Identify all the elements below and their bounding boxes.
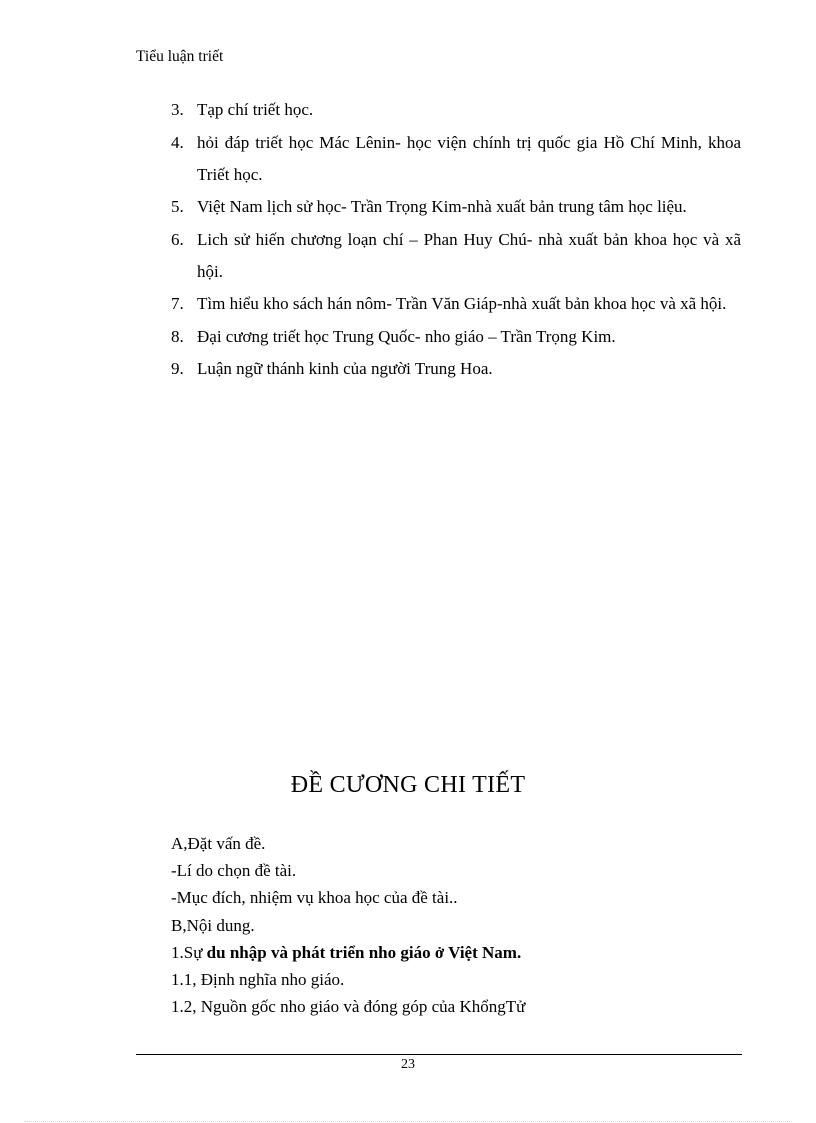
outline-line: 1.1, Định nghĩa nho giáo. (171, 970, 345, 990)
reference-number: 4. (171, 132, 184, 152)
outline-line: -Mục đích, nhiệm vụ khoa học của đề tài.. (171, 888, 458, 908)
reference-text: Tạp chí triết học. (197, 100, 314, 119)
reference-number: 9. (171, 359, 184, 378)
reference-item (171, 94, 741, 126)
outline-line (171, 939, 741, 966)
reference-number: 7. (171, 294, 184, 313)
reference-text: Lich sử hiến chương loạn chí – Phan Huy Chú- nhà xuất bản khoa học và xã hội. (197, 229, 741, 281)
reference-item (171, 288, 741, 320)
running-header: Tiểu luận triết (136, 48, 224, 65)
outline-line-prefix: 1.Sự (171, 942, 207, 962)
reference-text: Luận ngữ thánh kinh của người Trung Hoa. (197, 359, 493, 378)
outline-line: -Lí do chọn đề tài. (171, 861, 297, 881)
page-edge-divider (24, 1121, 792, 1122)
reference-item (171, 224, 741, 288)
footer-divider (136, 1054, 742, 1055)
reference-number: 3. (171, 100, 184, 119)
reference-item (171, 191, 741, 223)
reference-item (171, 321, 741, 353)
outline-title: ĐỀ CƯƠNG CHI TIẾT (290, 772, 526, 798)
reference-text: Việt Nam lịch sử học- Trần Trọng Kim-nhà xuất bản trung tâm học liệu. (197, 197, 687, 216)
reference-number: 8. (171, 326, 184, 346)
reference-number: 5. (171, 197, 184, 216)
reference-text: Đại cương triết học Trung Quốc- nho giáo – Trần Trọng Kim. (197, 326, 616, 346)
reference-item (171, 127, 741, 191)
reference-item (171, 353, 741, 385)
outline-line: B,Nội dung. (171, 915, 255, 935)
reference-text: hỏi đáp triết học Mác Lênin- học viện chính trị quốc gia Hồ Chí Minh, khoa Triết học. (197, 132, 741, 184)
outline-line: 1.2, Nguồn gốc nho giáo và đóng góp của KhổngTử (171, 997, 526, 1017)
reference-list (171, 94, 741, 386)
reference-text: Tìm hiểu kho sách hán nôm- Trần Văn Giáp-nhà xuất bản khoa học và xã hội. (197, 294, 727, 313)
outline-body (171, 830, 741, 1020)
reference-number: 6. (171, 229, 184, 249)
page-number: 23 (401, 1057, 415, 1072)
outline-line: A,Đặt vấn đề. (171, 834, 266, 853)
outline-line-bold: du nhập và phát triển nho giáo ở Việt Nam. (206, 942, 522, 962)
